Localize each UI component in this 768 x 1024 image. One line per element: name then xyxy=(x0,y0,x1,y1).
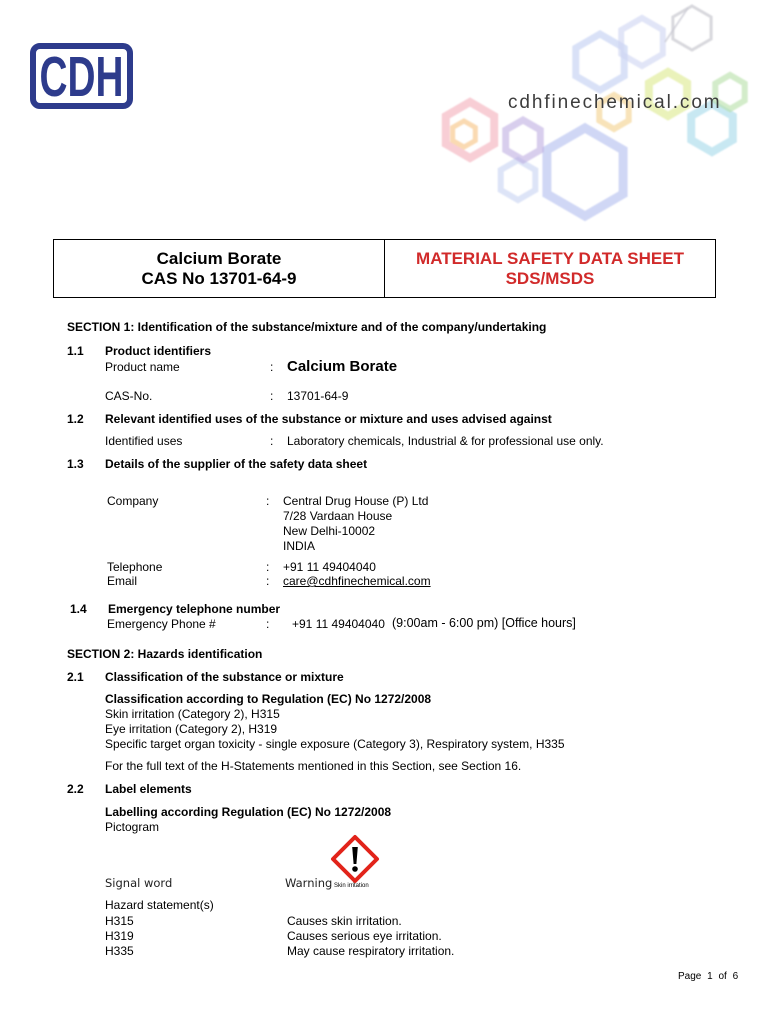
title-box-product-cell xyxy=(54,240,385,297)
email-link[interactable]: care@cdhfinechemical.com xyxy=(283,574,431,588)
company-address-line: Central Drug House (P) Ltd xyxy=(283,494,429,508)
company-label: Company xyxy=(107,494,159,508)
document-subtitle: SDS/MSDS xyxy=(505,268,595,288)
hexagon-shape xyxy=(453,121,476,147)
subsection-number: 2.2 xyxy=(67,782,84,796)
company-address-line: 7/28 Vardaan House xyxy=(283,509,393,523)
signal-word-value: Warning xyxy=(285,876,333,890)
email-label: Email xyxy=(107,574,138,588)
page-indicator: Page 1 of 6 xyxy=(678,971,739,982)
hexagon-shape xyxy=(506,120,541,160)
telephone-value: +91 11 49404040 xyxy=(283,560,376,574)
emergency-phone-hours: (9:00am - 6:00 pm) [Office hours] xyxy=(392,616,576,630)
identified-uses-label: Identified uses xyxy=(105,434,183,448)
field-separator: : xyxy=(266,574,270,588)
subsection-title: Classification of the substance or mixture xyxy=(105,670,344,684)
title-cas-number: CAS No 13701-64-9 xyxy=(141,268,297,288)
labelling-regulation: Labelling according Regulation (EC) No 1272/2008 xyxy=(105,805,392,819)
hexagon-shape xyxy=(547,128,623,216)
hexagon-shape xyxy=(501,160,536,200)
subsection-title: Details of the supplier of the safety data sheet xyxy=(105,457,368,471)
section-2-heading: SECTION 2: Hazards identification xyxy=(67,647,263,661)
subsection-number: 2.1 xyxy=(67,670,84,684)
field-separator: : xyxy=(270,360,274,374)
subsection-title: Product identifiers xyxy=(105,344,212,358)
hazard-statements-label: Hazard statement(s) xyxy=(105,898,214,912)
classification-regulation: Classification according to Regulation (EC) No 1272/2008 xyxy=(105,692,432,706)
cas-value: 13701-64-9 xyxy=(287,389,349,403)
classification-item: Eye irritation (Category 2), H319 xyxy=(105,722,278,736)
field-separator: : xyxy=(266,494,270,508)
cas-label: CAS-No. xyxy=(105,389,153,403)
telephone-label: Telephone xyxy=(107,560,163,574)
title-box-document-cell xyxy=(385,240,715,297)
subsection-number: 1.4 xyxy=(70,602,87,616)
hazard-text: Causes skin irritation. xyxy=(287,914,402,928)
classification-item: Skin irritation (Category 2), H315 xyxy=(105,707,280,721)
h-statements-note: For the full text of the H-Statements mentioned in this Section, see Section 16. xyxy=(105,759,522,773)
subsection-title: Label elements xyxy=(105,782,192,796)
product-name-value: Calcium Borate xyxy=(287,358,398,375)
website-url: cdhfinechemical.com xyxy=(508,92,722,113)
classification-item: Specific target organ toxicity - single exposure (Category 3), Respiratory system, H335 xyxy=(105,737,565,751)
signal-word-label: Signal word xyxy=(105,876,173,890)
field-separator: : xyxy=(270,434,274,448)
exclamation-dot xyxy=(352,866,358,872)
title-box xyxy=(53,239,716,298)
logo-text: CDH xyxy=(39,45,124,109)
hazard-code: H335 xyxy=(105,944,134,958)
document-title: MATERIAL SAFETY DATA SHEET xyxy=(416,248,684,268)
field-separator: : xyxy=(270,389,274,403)
emergency-phone-value: +91 11 49404040 xyxy=(292,617,385,631)
hazard-text: May cause respiratory irritation. xyxy=(287,944,455,958)
pictogram-label: Pictogram xyxy=(105,820,160,834)
cdh-logo xyxy=(30,43,133,109)
ghs07-exclamation-mark-icon xyxy=(330,834,380,884)
hazard-code: H315 xyxy=(105,914,134,928)
subsection-title: Relevant identified uses of the substance or mixture and uses advised against xyxy=(105,412,552,426)
field-separator: : xyxy=(266,560,270,574)
hazard-code: H319 xyxy=(105,929,134,943)
bond-line xyxy=(665,8,688,42)
subsection-title: Emergency telephone number xyxy=(108,602,281,616)
pictogram-caption: Skin irritation xyxy=(334,883,369,889)
hexagon-shape xyxy=(621,18,663,66)
subsection-number: 1.3 xyxy=(67,457,84,471)
product-name-label: Product name xyxy=(105,360,180,374)
subsection-number: 1.1 xyxy=(67,344,84,358)
hexagon-shape xyxy=(673,6,711,50)
subsection-number: 1.2 xyxy=(67,412,84,426)
identified-uses-value: Laboratory chemicals, Industrial & for professional use only. xyxy=(287,434,604,448)
hexagon-shape xyxy=(576,34,624,90)
company-address-line: INDIA xyxy=(283,539,316,553)
section-1-heading: SECTION 1: Identification of the substance/mixture and of the company/undertaking xyxy=(67,320,547,334)
hazard-text: Causes serious eye irritation. xyxy=(287,929,442,943)
company-address xyxy=(283,494,428,554)
company-address-line: New Delhi-10002 xyxy=(283,524,376,538)
emergency-phone-label: Emergency Phone # xyxy=(107,617,216,631)
title-product-name: Calcium Borate xyxy=(156,248,282,268)
field-separator: : xyxy=(266,617,270,631)
classification-list xyxy=(105,707,565,752)
